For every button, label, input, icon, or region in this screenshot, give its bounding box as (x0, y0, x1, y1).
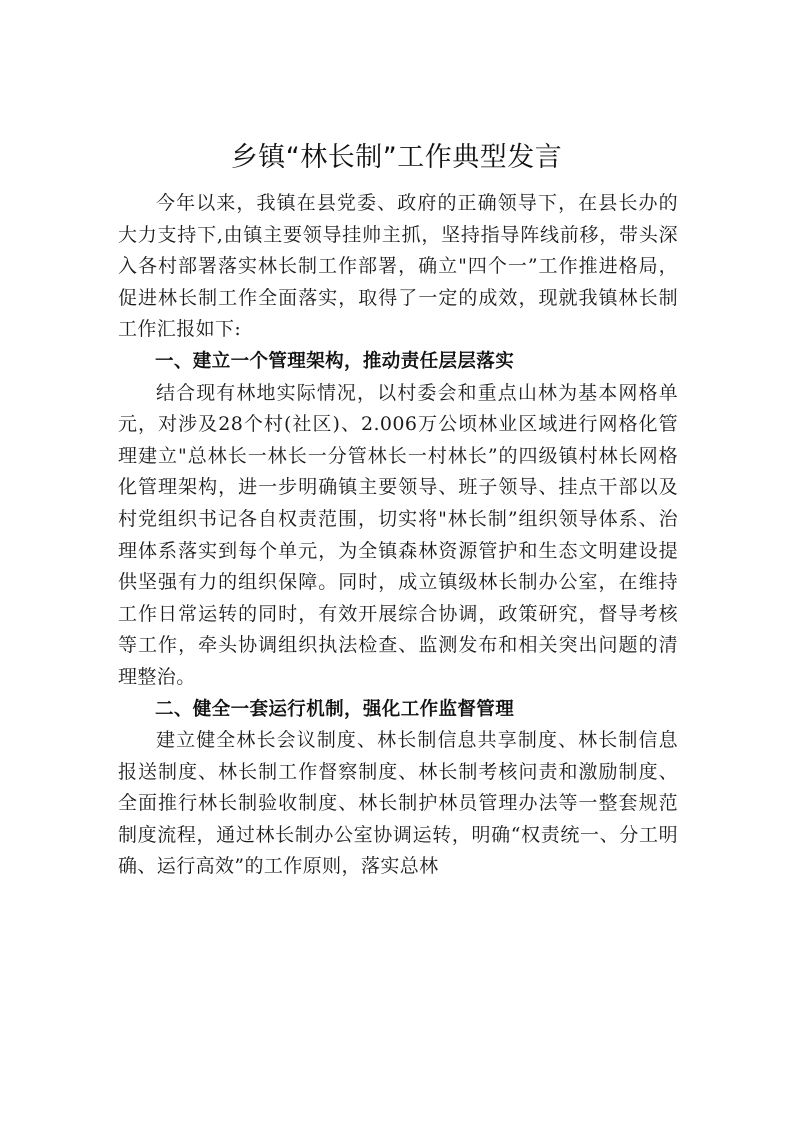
paragraph-intro: 今年以来，我镇在县党委、政府的正确领导下，在县长办的大力支持下,由镇主要领导挂帅主抓，坚持指导阵线前移，带头深入各村部署落实林长制工作部署，确立"四个一”工作推进格局，促进林长制工作全面落实，取得了一定的成效，现就我镇林长制工作汇报如下: (118, 192, 678, 341)
document-title: 乡镇“林长制”工作典型发言 (230, 142, 563, 173)
section-heading-1: 一、建立一个管理架构，推动责任层层落实 (155, 350, 515, 372)
document-body (118, 188, 678, 883)
paragraph-section-2: 建立健全林长会议制度、林长制信息共享制度、林长制信息报送制度、林长制工作督察制度、林长制考核问责和激励制度、全面推行林长制验收制度、林长制护林员管理办法等一整套规范制度流程，通过林长制办公室协调运转，明确“权责统一、分工明确、运行高效”的工作原则，落实总林 (118, 729, 678, 878)
section-heading-2: 二、健全一套运行机制，强化工作监督管理 (155, 698, 515, 720)
paragraph-section-1: 结合现有林地实际情况，以村委会和重点山林为基本网格单元，对涉及28个村(社区)、2.006万公顷林业区域进行网格化管理建立"总林长一林长一分管林长一村林长”的四级镇村林长网格化管理架构，进一步明确镇主要领导、班子领导、挂点干部以及村党组织书记各自权责范围，切实将"林长制”组织领导体系、治理体系落实到每个单元，为全镇森林资源管护和生态文明建设提供坚强有力的组织保障。同时，成立镇级林长制办公室，在维持工作日常运转的同时，有效开展综合协调，政策研究，督导考核等工作，牵头协调组织执法检查、监测发布和相关突出问题的清理整治。 (118, 381, 678, 688)
